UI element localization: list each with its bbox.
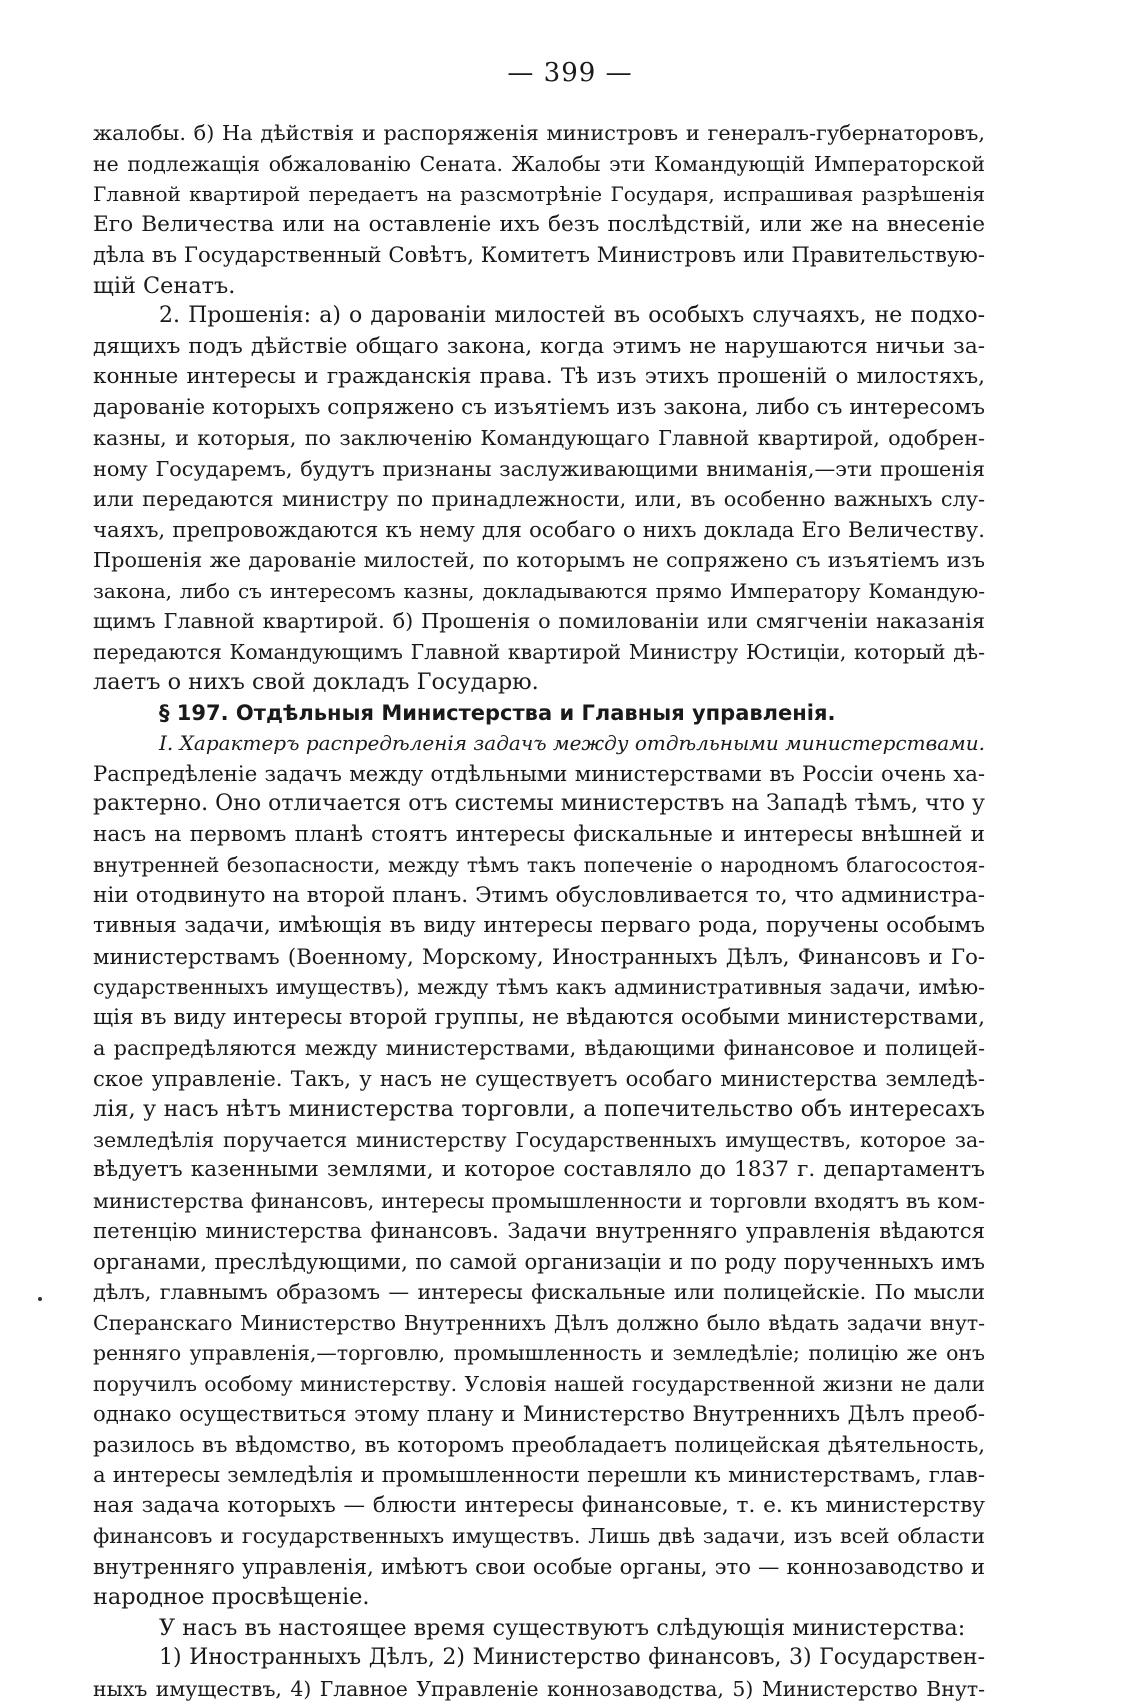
text-line: ныхъ имуществъ, 4) Главное Управленіе коннозаводства, 5) Министерство Внут- (93, 1674, 985, 1704)
text-line: вѣдуетъ казенными землями, и которое составляло до 1837 г. департаментъ (93, 1155, 985, 1186)
section-heading: § 197. Отдѣльныя Министерства и Главныя управленія. (93, 698, 985, 729)
text-line: министерства финансовъ, интересы промышленности и торговли входятъ въ ком- (93, 1186, 985, 1217)
text-line: ная задача которыхъ — блюсти интересы финансовые, т. е. къ министерству (93, 1491, 985, 1522)
text-line: народное просвѣщеніе. (93, 1582, 985, 1613)
text-line: щій Сенатъ. (93, 271, 985, 302)
text-line: внутренней безопасности, между тѣмъ такъ попеченіе о народномъ благосостоя- (93, 850, 985, 881)
text-line: Сперанскаго Министерство Внутреннихъ Дѣлъ должно было вѣдать задачи внут- (93, 1308, 985, 1339)
text-line: внутренняго управленія, имѣютъ свои особые органы, это — коннозаводство и (93, 1552, 985, 1583)
text-line: жалобы. б) На дѣйствія и распоряженія министровъ и генералъ-губернаторовъ, (93, 118, 985, 149)
text-line: казны, и которыя, по заключенію Командующаго Главной квартирой, одобрен- (93, 423, 985, 454)
text-line: финансовъ и государственныхъ имуществъ. Лишь двѣ задачи, изъ всей области (93, 1521, 985, 1552)
text-line: дѣлъ, главнымъ образомъ — интересы фискальные или полицейскіе. По мысли (93, 1277, 985, 1308)
text-line: ніи отодвинуто на второй планъ. Этимъ обусловливается то, что администра- (93, 881, 985, 912)
text-line: однако осуществиться этому плану и Министерство Внутреннихъ Дѣлъ преоб- (93, 1399, 985, 1430)
page-number: — 399 — (0, 58, 1140, 88)
margin-speck (38, 1297, 42, 1301)
text-line: ское управленіе. Такъ, у насъ не существуетъ особаго министерства земледѣ- (93, 1064, 985, 1095)
text-line: щимъ Главной квартирой. б) Прошенія о помилованіи или смягченіи наказанія (93, 606, 985, 637)
text-line: сударственныхъ имуществъ), между тѣмъ какъ административныя задачи, имѣю- (93, 972, 985, 1003)
text-line: щія въ виду интересы второй группы, не вѣдаются особыми министерствами, (93, 1003, 985, 1034)
text-line: дарованіе которыхъ сопряжено съ изъятіемъ изъ закона, либо съ интересомъ (93, 393, 985, 424)
text-line: дѣла въ Государственный Совѣтъ, Комитетъ Министровъ или Правительствую- (93, 240, 985, 271)
text-line: а интересы земледѣлія и промышленности перешли къ министерствамъ, глав- (93, 1460, 985, 1491)
text-line: 2. Прошенія: а) о дарованіи милостей въ особыхъ случаяхъ, не подхо- (93, 301, 985, 332)
text-line: дящихъ подъ дѣйствіе общаго закона, когда этимъ не нарушаются ничьи за- (93, 332, 985, 363)
text-line: I. Характеръ распредѣленія задачъ между отдѣльными министерствами. (93, 728, 985, 759)
text-line: 1) Иностранныхъ Дѣлъ, 2) Министерство финансовъ, 3) Государствен- (93, 1643, 985, 1674)
body-text (93, 118, 985, 1704)
text-line: Распредѣленіе задачъ между отдѣльными министерствами въ Россіи очень ха- (93, 759, 985, 790)
text-line: разилось въ вѣдомство, въ которомъ преобладаетъ полицейская дѣятельность, (93, 1430, 985, 1461)
text-line: конные интересы и гражданскія права. Тѣ изъ этихъ прошеній о милостяхъ, (93, 362, 985, 393)
text-line: насъ на первомъ планѣ стоятъ интересы фискальные и интересы внѣшней и (93, 820, 985, 851)
text-line: лаетъ о нихъ свой докладъ Государю. (93, 667, 985, 698)
text-line: поручилъ особому министерству. Условія нашей государственной жизни не дали (93, 1369, 985, 1400)
text-line: Его Величества или на оставленіе ихъ безъ послѣдствій, или же на внесеніе (93, 210, 985, 241)
text-line: рактерно. Оно отличается отъ системы министерствъ на Западѣ тѣмъ, что у (93, 789, 985, 820)
text-line: или передаются министру по принадлежности, или, въ особенно важныхъ слу- (93, 484, 985, 515)
text-line: передаются Командующимъ Главной квартирой Министру Юстиціи, который дѣ- (93, 637, 985, 668)
text-line: петенцію министерства финансовъ. Задачи внутренняго управленія вѣдаются (93, 1216, 985, 1247)
text-line: закона, либо съ интересомъ казны, докладываются прямо Императору Командую- (93, 576, 985, 607)
text-line: а распредѣляются между министерствами, вѣдающими финансовое и полицей- (93, 1033, 985, 1064)
text-line: министерствамъ (Военному, Морскому, Иностранныхъ Дѣлъ, Финансовъ и Го- (93, 942, 985, 973)
text-line: земледѣлія поручается министерству Государственныхъ имуществъ, которое за- (93, 1125, 985, 1156)
text-line: чаяхъ, препровождаются къ нему для особаго о нихъ доклада Его Величеству. (93, 515, 985, 546)
text-line: Прошенія же дарованіе милостей, по которымъ не сопряжено съ изъятіемъ изъ (93, 545, 985, 576)
text-line: тивныя задачи, имѣющія въ виду интересы перваго рода, поручены особымъ (93, 911, 985, 942)
text-line: ному Государемъ, будутъ признаны заслуживающими вниманія,—эти прошенія (93, 454, 985, 485)
text-line: У насъ въ настоящее время существуютъ слѣдующія министерства: (93, 1613, 985, 1644)
text-line: не подлежащія обжалованію Сената. Жалобы эти Командующій Императорской (93, 149, 985, 180)
text-line: органами, преслѣдующими, по самой организаціи и по роду порученныхъ имъ (93, 1247, 985, 1278)
text-line: лія, у насъ нѣтъ министерства торговли, а попечительство объ интересахъ (93, 1094, 985, 1125)
text-line: ренняго управленія,—торговлю, промышленность и земледѣліе; полицію же онъ (93, 1338, 985, 1369)
text-line: Главной квартирой передаетъ на разсмотрѣніе Государя, испрашивая разрѣшенія (93, 179, 985, 210)
